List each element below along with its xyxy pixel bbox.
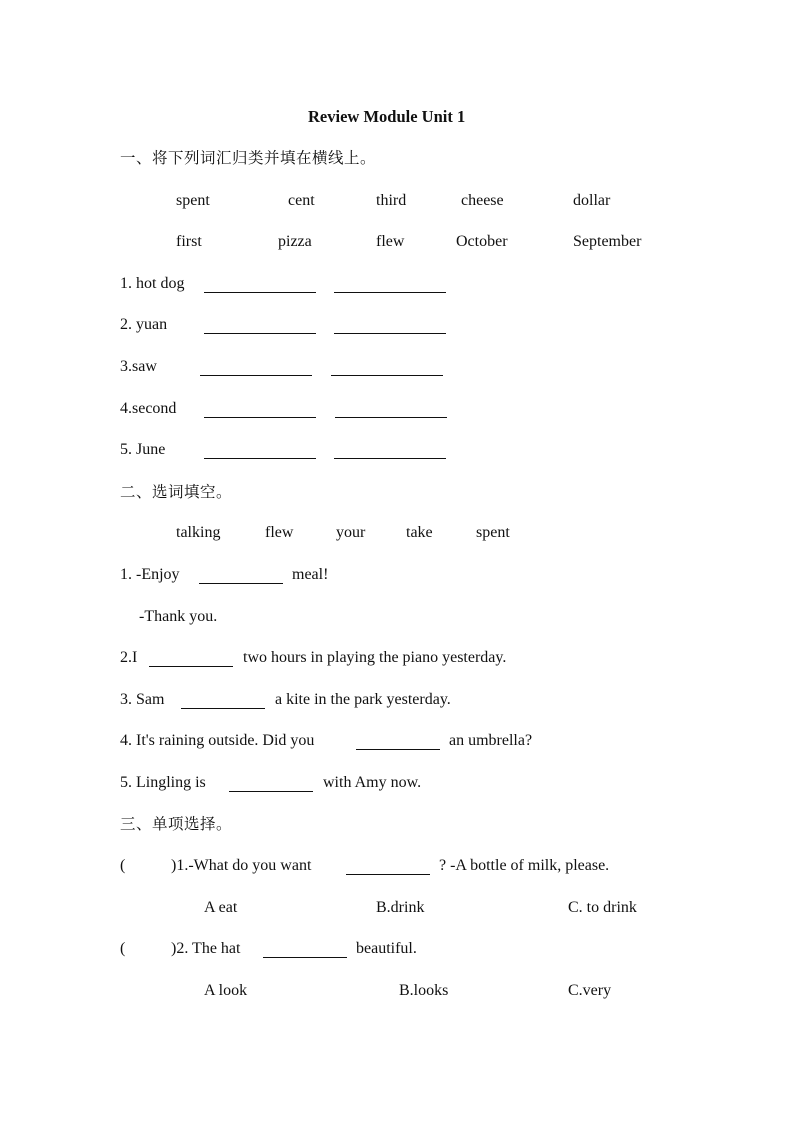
choice-question-1-suffix: ? -A bottle of milk, please. — [439, 857, 610, 874]
answer-blank[interactable] — [204, 404, 316, 418]
word-take: take — [406, 524, 433, 541]
choice-question-2-stem: )2. The hat — [171, 940, 241, 957]
choice-2-option-b: B.looks — [399, 982, 449, 999]
answer-blank[interactable] — [199, 570, 283, 584]
fill-question-4-prefix: 4. It's raining outside. Did you — [120, 732, 315, 749]
answer-blank[interactable] — [200, 362, 312, 376]
word-third: third — [376, 192, 407, 209]
choice-2-option-c: C.very — [568, 982, 612, 999]
answer-blank[interactable] — [334, 445, 446, 459]
word-talking: talking — [176, 524, 221, 541]
word-pizza: pizza — [278, 233, 312, 250]
answer-blank[interactable] — [331, 362, 443, 376]
fill-question-5-prefix: 5. Lingling is — [120, 774, 206, 791]
choice-1-option-c: C. to drink — [568, 899, 637, 916]
choice-question-1-stem: )1.-What do you want — [171, 857, 312, 874]
word-first: first — [176, 233, 202, 250]
answer-blank[interactable] — [181, 695, 265, 709]
word-spent: spent — [176, 192, 210, 209]
answer-blank[interactable] — [334, 279, 446, 293]
word-dollar: dollar — [573, 192, 611, 209]
word-september: September — [573, 233, 642, 250]
answer-blank[interactable] — [204, 279, 316, 293]
fill-question-1-reply: -Thank you. — [139, 608, 218, 625]
fill-question-3-prefix: 3. Sam — [120, 691, 165, 708]
fill-question-1-suffix: meal! — [292, 566, 329, 583]
answer-blank[interactable] — [229, 778, 313, 792]
word-flew: flew — [265, 524, 294, 541]
fill-question-1-prefix: 1. -Enjoy — [120, 566, 180, 583]
choice-question-2-paren: ( — [120, 940, 126, 957]
choice-question-2-suffix: beautiful. — [356, 940, 417, 957]
fill-question-3-suffix: a kite in the park yesterday. — [275, 691, 451, 708]
answer-blank[interactable] — [204, 320, 316, 334]
section3-heading: 三、单项选择。 — [120, 815, 233, 833]
choice-2-option-a: A look — [204, 982, 248, 999]
answer-blank[interactable] — [149, 653, 233, 667]
fill-question-2-prefix: 2.I — [120, 649, 138, 666]
category-item-5: 5. June — [120, 441, 166, 458]
word-spent: spent — [476, 524, 510, 541]
choice-question-1-paren: ( — [120, 857, 126, 874]
answer-blank[interactable] — [356, 736, 440, 750]
category-item-4: 4.second — [120, 400, 177, 417]
answer-blank[interactable] — [334, 320, 446, 334]
word-flew: flew — [376, 233, 405, 250]
word-your: your — [336, 524, 366, 541]
word-cheese: cheese — [461, 192, 504, 209]
fill-question-5-suffix: with Amy now. — [323, 774, 422, 791]
word-cent: cent — [288, 192, 315, 209]
answer-blank[interactable] — [204, 445, 316, 459]
answer-blank[interactable] — [335, 404, 447, 418]
fill-question-2-suffix: two hours in playing the piano yesterday. — [243, 649, 507, 666]
choice-1-option-a: A eat — [204, 899, 238, 916]
answer-blank[interactable] — [346, 861, 430, 875]
answer-blank[interactable] — [263, 944, 347, 958]
section2-heading: 二、选词填空。 — [120, 483, 233, 501]
word-october: October — [456, 233, 508, 250]
fill-question-4-suffix: an umbrella? — [449, 732, 533, 749]
category-item-1: 1. hot dog — [120, 275, 185, 292]
choice-1-option-b: B.drink — [376, 899, 425, 916]
category-item-3: 3.saw — [120, 358, 157, 375]
category-item-2: 2. yuan — [120, 316, 168, 333]
page-title: Review Module Unit 1 — [308, 107, 466, 126]
section1-heading: 一、将下列词汇归类并填在横线上。 — [120, 149, 377, 167]
